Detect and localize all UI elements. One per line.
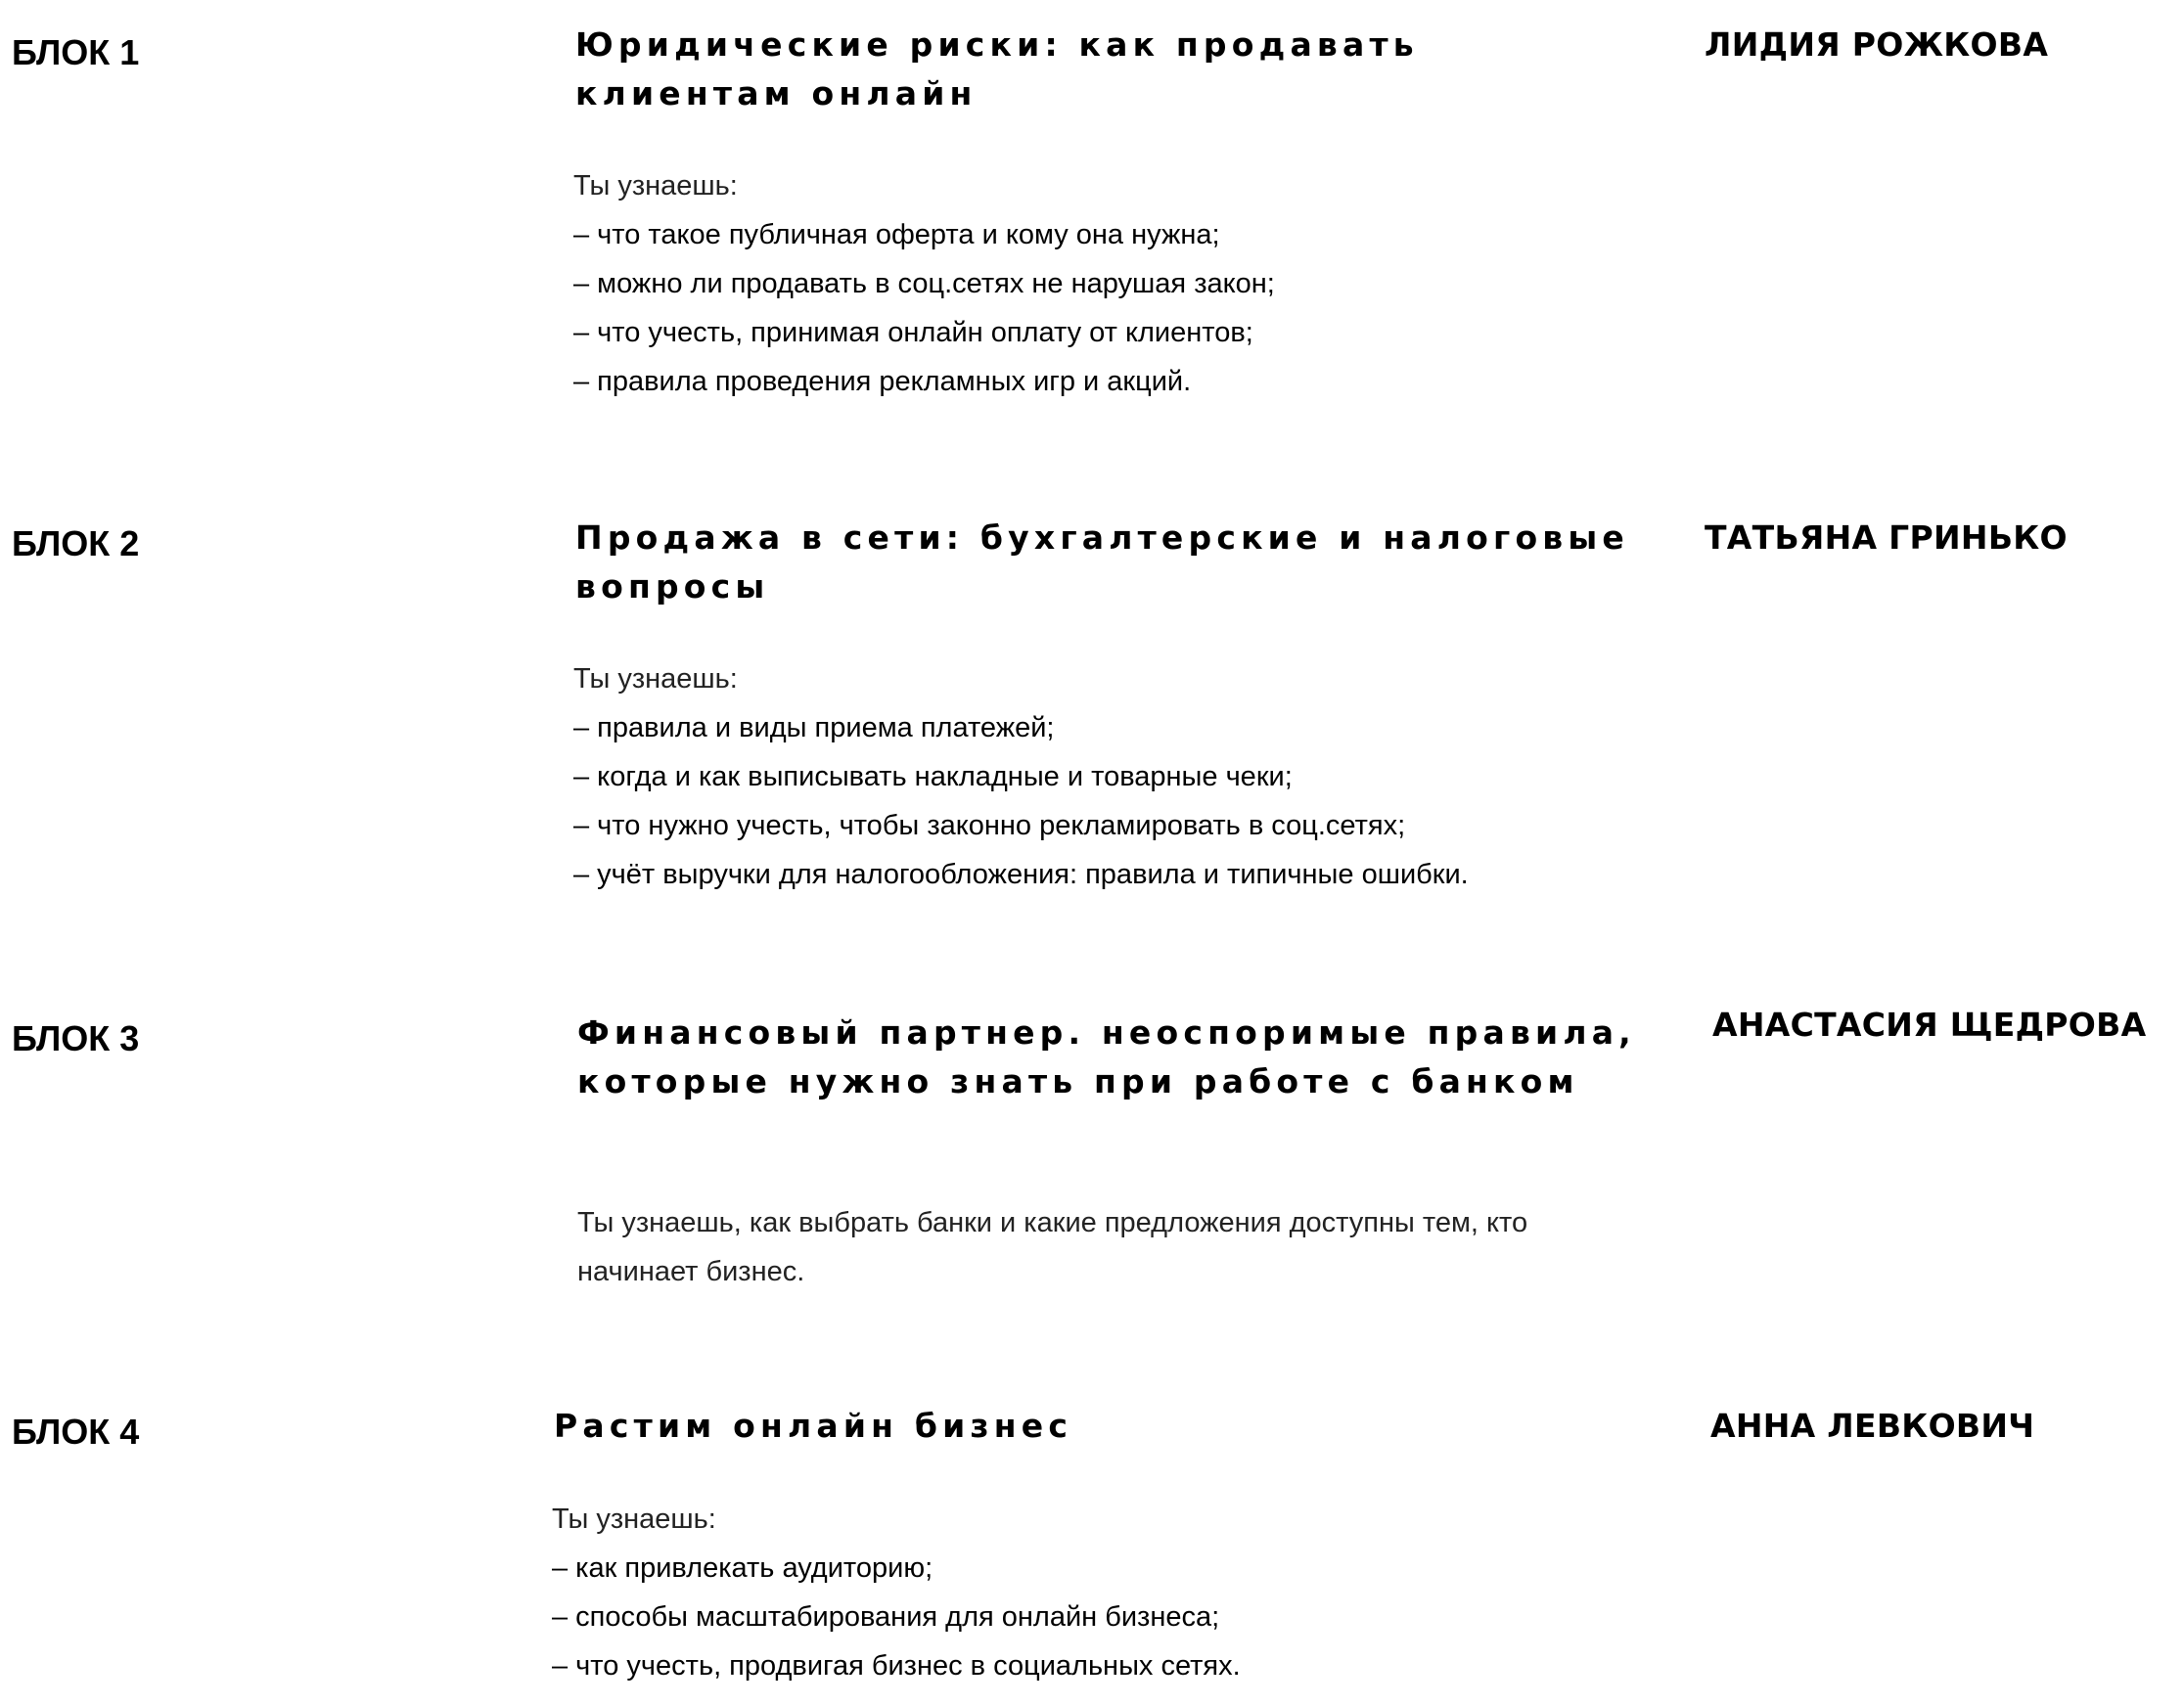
- block-title: Финансовый партнер. неоспоримые правила, которые нужно знать при работе с банком: [577, 1013, 1636, 1100]
- block-label: БЛОК 4: [12, 1412, 140, 1452]
- description-item: – можно ли продавать в соц.сетях не нарушая закон;: [573, 268, 1275, 299]
- description-item: – учёт выручки для налогообложения: правила и типичные ошибки.: [573, 859, 1469, 890]
- description-item: – правила проведения рекламных игр и акций.: [573, 366, 1192, 397]
- description-intro: Ты узнаешь:: [552, 1504, 716, 1535]
- block-description: [573, 161, 1275, 406]
- description-item: – способы масштабирования для онлайн бизнеса;: [552, 1601, 1220, 1633]
- description-item: – что учесть, продвигая бизнес в социальных сетях.: [552, 1650, 1241, 1682]
- block-label: БЛОК 3: [12, 1018, 140, 1058]
- description-item: – что нужно учесть, чтобы законно рекламировать в соц.сетях;: [573, 810, 1406, 841]
- block-title: Юридические риски: как продавать клиентам онлайн: [575, 25, 1419, 112]
- block-label: БЛОК 1: [12, 32, 140, 72]
- block-label: БЛОК 2: [12, 523, 140, 563]
- speaker-name: ТАТЬЯНА ГРИНЬКО: [1705, 518, 2068, 557]
- speaker-name: АННА ЛЕВКОВИЧ: [1710, 1407, 2035, 1445]
- block-description: Ты узнаешь, как выбрать банки и какие предложения доступны тем, кто начинает бизнес.: [577, 1207, 1528, 1287]
- block-title: Продажа в сети: бухгалтерские и налоговые вопросы: [575, 518, 1630, 606]
- description-item: – как привлекать аудиторию;: [552, 1552, 933, 1584]
- description-item: – что такое публичная оферта и кому она нужна;: [573, 219, 1220, 250]
- description-intro: Ты узнаешь:: [573, 663, 738, 695]
- description-intro: Ты узнаешь:: [573, 170, 738, 202]
- speaker-name: АНАСТАСИЯ ЩЕДРОВА: [1712, 1006, 2147, 1044]
- block-title: Растим онлайн бизнес: [554, 1407, 1073, 1445]
- block-description: [573, 654, 1469, 899]
- speaker-name: ЛИДИЯ РОЖКОВА: [1705, 25, 2049, 64]
- description-item: – правила и виды приема платежей;: [573, 712, 1055, 743]
- block-description: [552, 1495, 1241, 1690]
- description-item: – что учесть, принимая онлайн оплату от клиентов;: [573, 317, 1253, 348]
- description-item: – когда и как выписывать накладные и товарные чеки;: [573, 761, 1293, 792]
